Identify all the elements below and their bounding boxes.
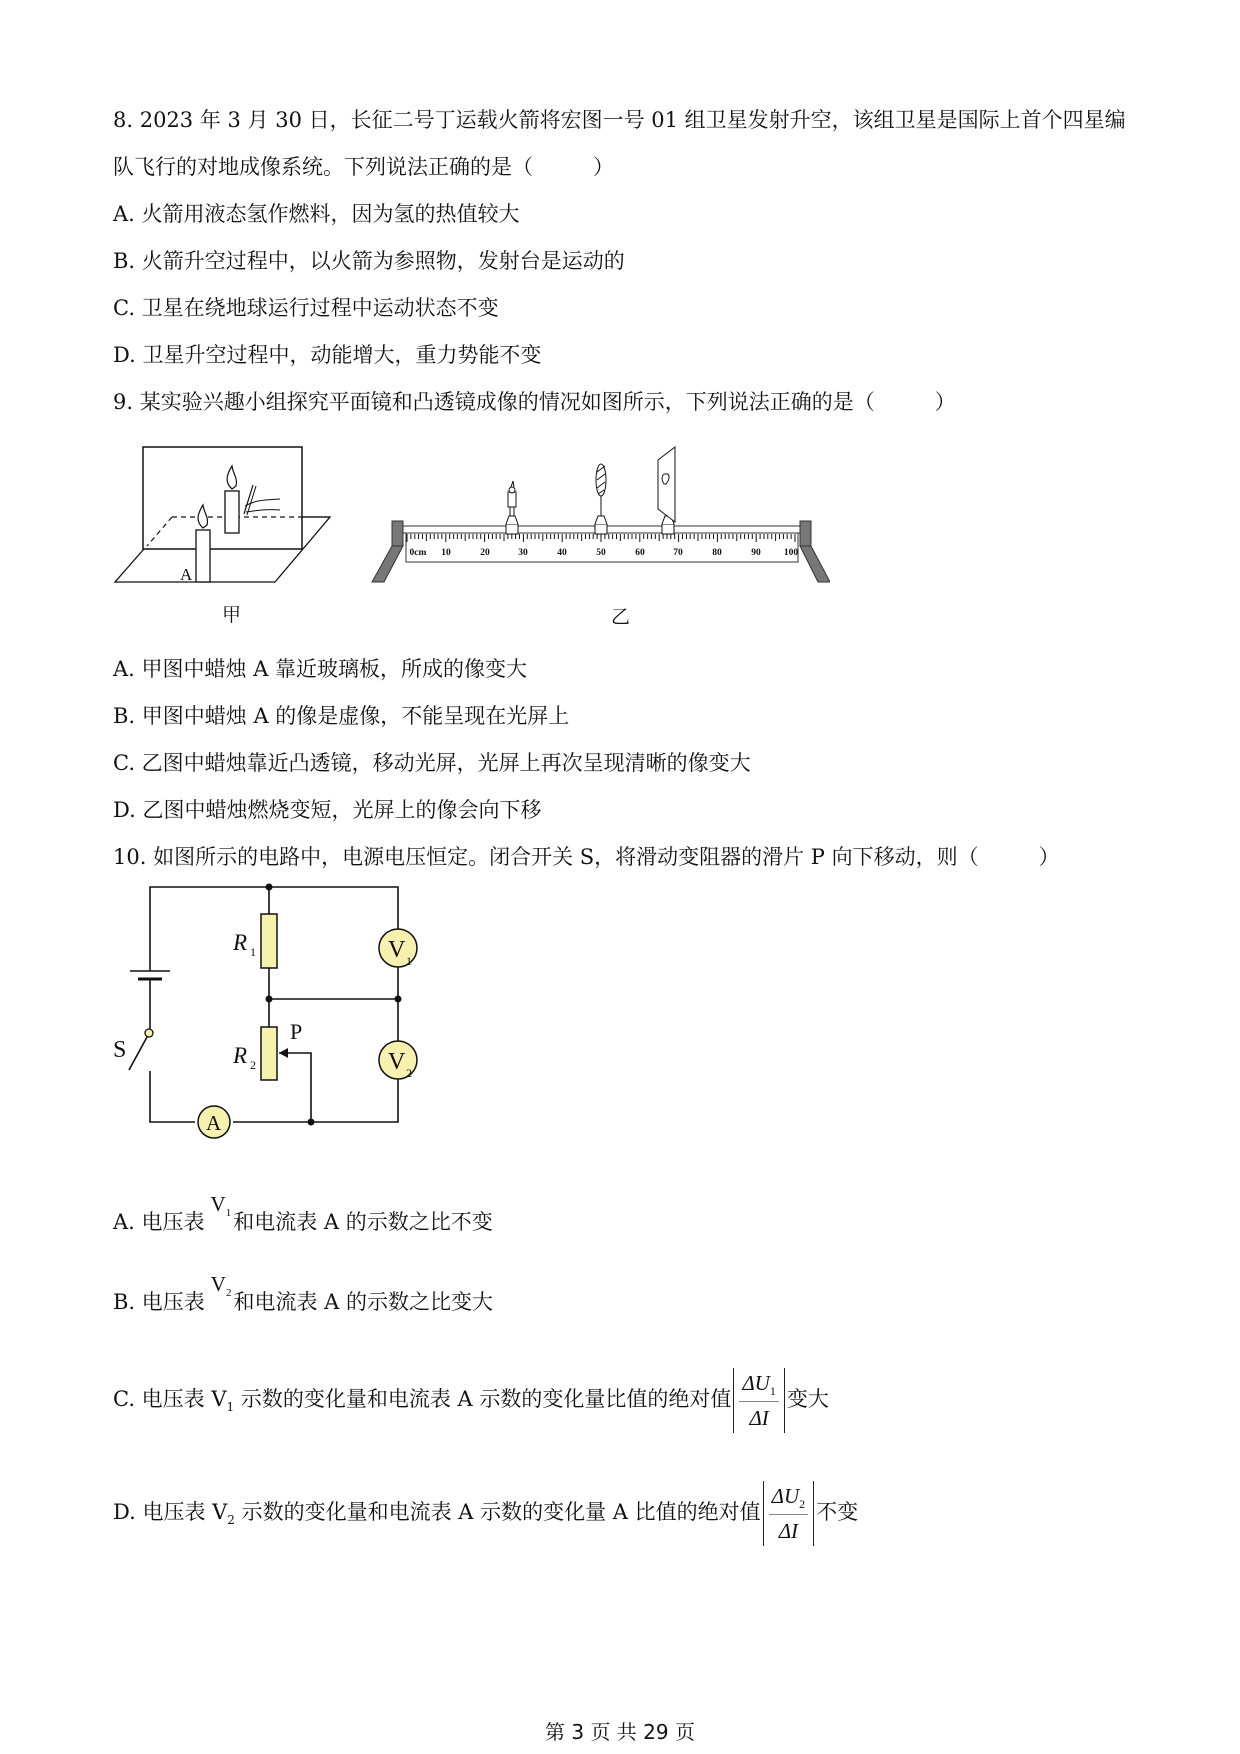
q10-option-c: C. 电压表 $V_1$ 示数的变化量和电流表 A 示数的变化量比值的绝对值 $\frac{\Delta U_1}{\Delta I}$ 变大 [113, 1364, 829, 1437]
ruler-label-90: 90 [751, 548, 761, 558]
ruler-label-30: 30 [518, 548, 528, 558]
switch-s [129, 1029, 153, 1070]
r2-label: R [233, 1043, 248, 1068]
q8-stem-text: 队飞行的对地成像系统。下列说法正确的是（ [113, 155, 533, 179]
candle-a-label: A [180, 565, 193, 584]
q9-option-c: C. 乙图中蜡烛靠近凸透镜，移动光屏，光屏上再次呈现清晰的像变大 [113, 751, 751, 775]
q8-stem-line2 [113, 153, 614, 181]
q8-option-c: C. 卫星在绕地球运行过程中运动状态不变 [113, 296, 499, 320]
ruler-label-20: 20 [480, 548, 490, 558]
ruler-label-80: 80 [712, 548, 722, 558]
q9-stem-text: 9. 某实验兴趣小组探究平面镜和凸透镜成像的情况如图所示，下列说法正确的是（ [113, 390, 875, 414]
meter-v1-symbol: $V_1$ [210, 1192, 232, 1219]
q8-stem-line1: 8. 2023 年 3 月 30 日，长征二号丁运载火箭将宏图一号 01 组卫星发射升空，该组卫星是国际上首个四星编 [113, 108, 1126, 132]
ruler-label-50: 50 [596, 548, 606, 558]
page-number-footer: 第 3 页 共 29 页 [545, 1720, 695, 1744]
q9-option-a: A. 甲图中蜡烛 A 靠近玻璃板，所成的像变大 [113, 657, 528, 681]
bench-convex-lens [595, 464, 607, 534]
q8-answer-close: ） [593, 155, 614, 179]
slider-p-label: P [290, 1019, 303, 1044]
ruler-label-100: 100 [783, 548, 799, 558]
abs-ratio-du2-di: $\frac{\Delta U_2}{\Delta I}$ [763, 1481, 815, 1546]
q9-answer-close: ） [934, 390, 956, 414]
figure-plane-mirror [110, 440, 340, 590]
svg-text:2: 2 [250, 1058, 256, 1072]
slider-arrow-icon [279, 1048, 288, 1058]
q10-stem-text: 10. 如图所示的电路中，电源电压恒定。闭合开关 S，将滑动变阻器的滑片 P 向下移动，则（ [113, 845, 979, 869]
q8-option-d: D. 卫星升空过程中，动能增大，重力势能不变 [113, 343, 542, 367]
figure-circuit [110, 875, 420, 1145]
ruler-label-60: 60 [635, 548, 645, 558]
q10-stem [113, 843, 1060, 871]
figure-yi-caption: 乙 [611, 606, 631, 628]
v2-label: V [388, 1049, 406, 1075]
svg-text:1: 1 [250, 945, 256, 959]
ruler-ticks [407, 534, 795, 542]
q8-option-a: A. 火箭用液态氢作燃料，因为氢的热值较大 [113, 202, 520, 226]
q8-option-b: B. 火箭升空过程中，以火箭为参照物，发射台是运动的 [113, 249, 625, 273]
meter-v2-symbol: $V_2$ [210, 1272, 232, 1299]
svg-text:1: 1 [406, 954, 412, 968]
abs-ratio-du1-di: $\frac{\Delta U_1}{\Delta I}$ [733, 1368, 785, 1433]
switch-s-label: S [113, 1037, 127, 1063]
svg-text:2: 2 [406, 1066, 412, 1080]
ruler-label-0: 0cm [409, 548, 427, 558]
ruler-label-40: 40 [557, 548, 567, 558]
r1-label: R [233, 930, 248, 955]
figure-jia-caption: 甲 [222, 604, 242, 626]
ruler-label-70: 70 [673, 548, 683, 558]
resistor-r1 [261, 914, 277, 968]
v1-label: V [388, 937, 406, 963]
q10-option-d: D. 电压表 $V_2$ 示数的变化量和电流表 A 示数的变化量 A 比值的绝对值 $\frac{\Delta U_2}{\Delta I}$ 不变 [113, 1477, 858, 1550]
resistor-r2 [261, 1027, 277, 1080]
q10-option-a: A. 电压表$V_1$和电流表 A 的示数之比不变 [113, 1192, 493, 1234]
bench-candle [506, 481, 518, 534]
bench-light-screen [658, 447, 675, 534]
ammeter-label: A [206, 1111, 222, 1135]
q10-answer-close: ） [1038, 845, 1060, 869]
ruler-label-10: 10 [441, 548, 451, 558]
q9-stem [113, 388, 956, 416]
q9-option-d: D. 乙图中蜡烛燃烧变短，光屏上的像会向下移 [113, 798, 542, 822]
figure-optical-bench [370, 430, 830, 590]
q9-option-b: B. 甲图中蜡烛 A 的像是虚像，不能呈现在光屏上 [113, 704, 570, 728]
q10-option-b: B. 电压表$V_2$和电流表 A 的示数之比变大 [113, 1272, 493, 1314]
